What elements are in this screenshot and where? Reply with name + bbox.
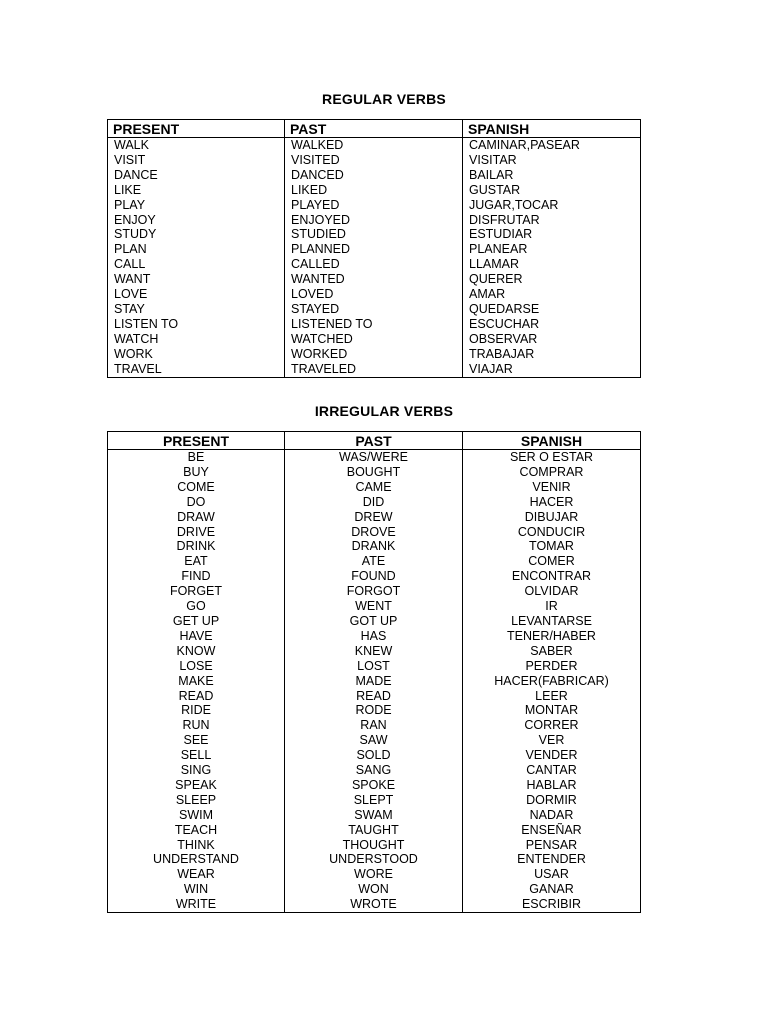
past-cell: WROTE xyxy=(285,897,463,912)
spanish-cell: OBSERVAR xyxy=(463,332,641,347)
present-cell: WANT xyxy=(108,272,285,287)
present-cell: KNOW xyxy=(108,644,285,659)
past-cell: SOLD xyxy=(285,748,463,763)
past-cell: WALKED xyxy=(285,138,463,153)
present-cell: BUY xyxy=(108,465,285,480)
spanish-cell: HACER xyxy=(463,495,641,510)
past-cell: HAS xyxy=(285,629,463,644)
spanish-cell: CAMINAR,PASEAR xyxy=(463,138,641,153)
past-cell: WENT xyxy=(285,599,463,614)
present-cell: PLAN xyxy=(108,242,285,257)
column-header-past: PAST xyxy=(285,432,463,450)
spanish-cell: ESCUCHAR xyxy=(463,317,641,332)
spanish-cell: ESCRIBIR xyxy=(463,897,641,912)
present-cell: READ xyxy=(108,689,285,704)
table-row xyxy=(108,347,641,362)
regular-verbs-rows xyxy=(108,138,641,378)
spanish-cell: CANTAR xyxy=(463,763,641,778)
table-row xyxy=(108,659,641,674)
past-cell: TRAVELED xyxy=(285,362,463,377)
table-row xyxy=(108,674,641,689)
table-row xyxy=(108,763,641,778)
present-cell: DO xyxy=(108,495,285,510)
table-row xyxy=(108,480,641,495)
present-cell: RIDE xyxy=(108,703,285,718)
past-cell: READ xyxy=(285,689,463,704)
table-row xyxy=(108,465,641,480)
past-cell: DANCED xyxy=(285,168,463,183)
past-cell: CALLED xyxy=(285,257,463,272)
spanish-cell: MONTAR xyxy=(463,703,641,718)
table-row xyxy=(108,703,641,718)
present-cell: SEE xyxy=(108,733,285,748)
table-row xyxy=(108,644,641,659)
past-cell: VISITED xyxy=(285,153,463,168)
spanish-cell: AMAR xyxy=(463,287,641,302)
past-cell: GOT UP xyxy=(285,614,463,629)
past-cell: SPOKE xyxy=(285,778,463,793)
present-cell: SELL xyxy=(108,748,285,763)
present-cell: DANCE xyxy=(108,168,285,183)
present-cell: FORGET xyxy=(108,584,285,599)
present-cell: LOVE xyxy=(108,287,285,302)
present-cell: THINK xyxy=(108,838,285,853)
past-cell: DID xyxy=(285,495,463,510)
table-row xyxy=(108,718,641,733)
present-cell: TRAVEL xyxy=(108,362,285,377)
spanish-cell: LLAMAR xyxy=(463,257,641,272)
table-row xyxy=(108,495,641,510)
past-cell: MADE xyxy=(285,674,463,689)
present-cell: LOSE xyxy=(108,659,285,674)
past-cell: RODE xyxy=(285,703,463,718)
present-cell: WEAR xyxy=(108,867,285,882)
past-cell: ENJOYED xyxy=(285,213,463,228)
present-cell: CALL xyxy=(108,257,285,272)
spanish-cell: ENTENDER xyxy=(463,852,641,867)
table-row xyxy=(108,569,641,584)
spanish-cell: CORRER xyxy=(463,718,641,733)
table-row xyxy=(108,287,641,302)
present-cell: SPEAK xyxy=(108,778,285,793)
column-header-spanish: SPANISH xyxy=(463,120,641,138)
table-row xyxy=(108,138,641,153)
present-cell: RUN xyxy=(108,718,285,733)
present-cell: COME xyxy=(108,480,285,495)
spanish-cell: QUERER xyxy=(463,272,641,287)
spanish-cell: COMPRAR xyxy=(463,465,641,480)
table-row xyxy=(108,554,641,569)
spanish-cell: VISITAR xyxy=(463,153,641,168)
spanish-cell: IR xyxy=(463,599,641,614)
table-header-row xyxy=(108,120,641,138)
table-row xyxy=(108,852,641,867)
past-cell: ATE xyxy=(285,554,463,569)
past-cell: WATCHED xyxy=(285,332,463,347)
spanish-cell: GUSTAR xyxy=(463,183,641,198)
table-row xyxy=(108,153,641,168)
table-row xyxy=(108,302,641,317)
present-cell: STAY xyxy=(108,302,285,317)
table-row xyxy=(108,629,641,644)
spanish-cell: SER O ESTAR xyxy=(463,450,641,465)
spanish-cell: NADAR xyxy=(463,808,641,823)
irregular-verbs-title: IRREGULAR VERBS xyxy=(314,403,454,419)
table-row xyxy=(108,778,641,793)
irregular-verbs-rows xyxy=(108,450,641,913)
spanish-cell: QUEDARSE xyxy=(463,302,641,317)
past-cell: FORGOT xyxy=(285,584,463,599)
present-cell: DRINK xyxy=(108,539,285,554)
table-row xyxy=(108,838,641,853)
past-cell: RAN xyxy=(285,718,463,733)
spanish-cell: HACER(FABRICAR) xyxy=(463,674,641,689)
past-cell: SWAM xyxy=(285,808,463,823)
spanish-cell: GANAR xyxy=(463,882,641,897)
table-row xyxy=(108,183,641,198)
present-cell: WIN xyxy=(108,882,285,897)
present-cell: WRITE xyxy=(108,897,285,912)
present-cell: VISIT xyxy=(108,153,285,168)
present-cell: BE xyxy=(108,450,285,465)
present-cell: LISTEN TO xyxy=(108,317,285,332)
present-cell: WATCH xyxy=(108,332,285,347)
past-cell: PLANNED xyxy=(285,242,463,257)
present-cell: GO xyxy=(108,599,285,614)
table-row xyxy=(108,510,641,525)
past-cell: DRANK xyxy=(285,539,463,554)
spanish-cell: ENCONTRAR xyxy=(463,569,641,584)
past-cell: KNEW xyxy=(285,644,463,659)
table-row xyxy=(108,897,641,912)
present-cell: EAT xyxy=(108,554,285,569)
past-cell: THOUGHT xyxy=(285,838,463,853)
spanish-cell: BAILAR xyxy=(463,168,641,183)
spanish-cell: LEVANTARSE xyxy=(463,614,641,629)
spanish-cell: DORMIR xyxy=(463,793,641,808)
table-row xyxy=(108,823,641,838)
present-cell: MAKE xyxy=(108,674,285,689)
table-row xyxy=(108,599,641,614)
table-row xyxy=(108,584,641,599)
past-cell: STAYED xyxy=(285,302,463,317)
present-cell: WORK xyxy=(108,347,285,362)
table-row xyxy=(108,733,641,748)
spanish-cell: CONDUCIR xyxy=(463,525,641,540)
present-cell: STUDY xyxy=(108,227,285,242)
spanish-cell: COMER xyxy=(463,554,641,569)
present-cell: UNDERSTAND xyxy=(108,852,285,867)
past-cell: WAS/WERE xyxy=(285,450,463,465)
table-row xyxy=(108,198,641,213)
present-cell: FIND xyxy=(108,569,285,584)
table-row xyxy=(108,689,641,704)
present-cell: DRIVE xyxy=(108,525,285,540)
past-cell: CAME xyxy=(285,480,463,495)
spanish-cell: USAR xyxy=(463,867,641,882)
spanish-cell: TENER/HABER xyxy=(463,629,641,644)
past-cell: WANTED xyxy=(285,272,463,287)
past-cell: DREW xyxy=(285,510,463,525)
spanish-cell: OLVIDAR xyxy=(463,584,641,599)
present-cell: TEACH xyxy=(108,823,285,838)
regular-verbs-title: REGULAR VERBS xyxy=(322,91,446,107)
past-cell: SANG xyxy=(285,763,463,778)
past-cell: LOST xyxy=(285,659,463,674)
table-row xyxy=(108,525,641,540)
past-cell: DROVE xyxy=(285,525,463,540)
present-cell: SING xyxy=(108,763,285,778)
present-cell: HAVE xyxy=(108,629,285,644)
column-header-spanish: SPANISH xyxy=(463,432,641,450)
table-row xyxy=(108,317,641,332)
spanish-cell: LEER xyxy=(463,689,641,704)
past-cell: BOUGHT xyxy=(285,465,463,480)
past-cell: TAUGHT xyxy=(285,823,463,838)
spanish-cell: TOMAR xyxy=(463,539,641,554)
past-cell: LISTENED TO xyxy=(285,317,463,332)
table-row xyxy=(108,882,641,897)
past-cell: LIKED xyxy=(285,183,463,198)
table-row xyxy=(108,867,641,882)
table-row xyxy=(108,227,641,242)
spanish-cell: SABER xyxy=(463,644,641,659)
past-cell: STUDIED xyxy=(285,227,463,242)
spanish-cell: PERDER xyxy=(463,659,641,674)
present-cell: LIKE xyxy=(108,183,285,198)
spanish-cell: VIAJAR xyxy=(463,362,641,377)
table-row xyxy=(108,793,641,808)
spanish-cell: PLANEAR xyxy=(463,242,641,257)
past-cell: WON xyxy=(285,882,463,897)
spanish-cell: TRABAJAR xyxy=(463,347,641,362)
past-cell: WORE xyxy=(285,867,463,882)
spanish-cell: DISFRUTAR xyxy=(463,213,641,228)
table-row xyxy=(108,748,641,763)
present-cell: SWIM xyxy=(108,808,285,823)
table-header-row xyxy=(108,432,641,450)
past-cell: SAW xyxy=(285,733,463,748)
regular-verbs-table xyxy=(107,119,641,378)
spanish-cell: ENSEÑAR xyxy=(463,823,641,838)
spanish-cell: ESTUDIAR xyxy=(463,227,641,242)
spanish-cell: HABLAR xyxy=(463,778,641,793)
past-cell: SLEPT xyxy=(285,793,463,808)
table-row xyxy=(108,808,641,823)
table-row xyxy=(108,332,641,347)
column-header-past: PAST xyxy=(285,120,463,138)
present-cell: ENJOY xyxy=(108,213,285,228)
past-cell: LOVED xyxy=(285,287,463,302)
column-header-present: PRESENT xyxy=(108,120,285,138)
table-row xyxy=(108,539,641,554)
spanish-cell: JUGAR,TOCAR xyxy=(463,198,641,213)
past-cell: WORKED xyxy=(285,347,463,362)
past-cell: PLAYED xyxy=(285,198,463,213)
table-row xyxy=(108,450,641,465)
spanish-cell: VENDER xyxy=(463,748,641,763)
table-row xyxy=(108,362,641,377)
past-cell: UNDERSTOOD xyxy=(285,852,463,867)
present-cell: PLAY xyxy=(108,198,285,213)
spanish-cell: DIBUJAR xyxy=(463,510,641,525)
present-cell: GET UP xyxy=(108,614,285,629)
present-cell: WALK xyxy=(108,138,285,153)
present-cell: DRAW xyxy=(108,510,285,525)
column-header-present: PRESENT xyxy=(108,432,285,450)
spanish-cell: PENSAR xyxy=(463,838,641,853)
table-row xyxy=(108,614,641,629)
present-cell: SLEEP xyxy=(108,793,285,808)
spanish-cell: VENIR xyxy=(463,480,641,495)
table-row xyxy=(108,213,641,228)
past-cell: FOUND xyxy=(285,569,463,584)
table-row xyxy=(108,272,641,287)
table-row xyxy=(108,242,641,257)
table-row xyxy=(108,257,641,272)
irregular-verbs-table xyxy=(107,431,641,913)
table-row xyxy=(108,168,641,183)
spanish-cell: VER xyxy=(463,733,641,748)
